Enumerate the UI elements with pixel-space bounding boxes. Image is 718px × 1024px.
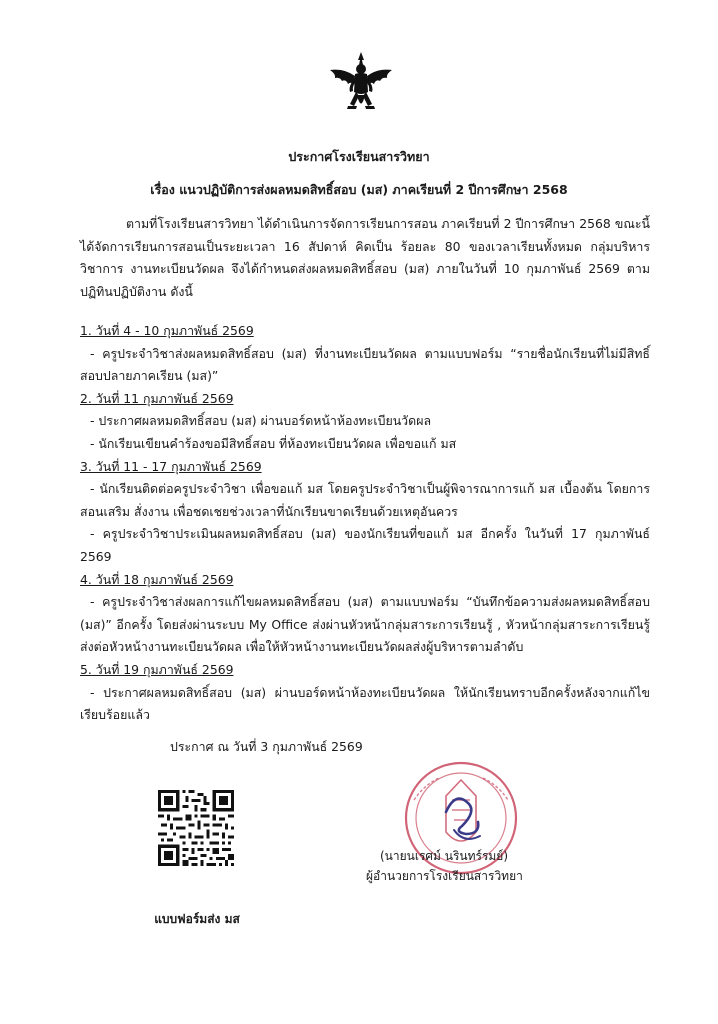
section-item: - นักเรียนเขียนคำร้องขอมีสิทธิ์สอบ ที่ห้องทะเบียนวัดผล เพื่อขอแก้ มส [90,435,457,451]
section-title: 1. วันที่ 4 - 10 กุมภาพันธ์ 2569 [80,323,254,338]
garuda-emblem-icon [326,50,396,120]
section-title: 5. วันที่ 19 กุมภาพันธ์ 2569 [80,661,234,677]
qr-code[interactable] [158,790,234,866]
section-item: - ประกาศผลหมดสิทธิ์สอบ (มส) ผ่านบอร์ดหน้าห้องทะเบียนวัดผล ให้นักเรียนทราบอีกครั้งหลังจากแก้ไขเรียบร้อยแล้ว [80,684,650,723]
intro-paragraph: ตามที่โรงเรียนสารวิทยา ได้ดำเนินการจัดการเรียนการสอน ภาคเรียนที่ 2 ปีการศึกษา 2568 ขณะนี้ได้จัดการเรียนการสอนเป็นระยะเวลา 16 สัปดาห์ คิดเป็น ร้อยละ 80 ของเวลาเรียนทั้งหมด กลุ่มบริหารวิชาการ งานทะเบียนวัดผล จึงได้กำหนดส่งผลหมดสิทธิ์สอบ (มส) ภายในวันที่ 10 กุมภาพันธ์ 2569 ตามปฏิทินปฏิบัติงาน ดังนี้ [80,216,650,299]
announcement-title: ประกาศโรงเรียนสารวิทยา [288,149,430,164]
section-item: - ประกาศผลหมดสิทธิ์สอบ (มส) ผ่านบอร์ดหน้าห้องทะเบียนวัดผล [90,413,432,429]
section-item: - ครูประจำวิชาส่งผลหมดสิทธิ์สอบ (มส) ที่งานทะเบียนวัดผล ตามแบบฟอร์ม “รายชื่อนักเรียนที่ไม่มีสิทธิ์สอบปลายภาคเรียน (มส)” [80,345,650,384]
qr-caption: แบบฟอร์มส่ง มส [154,912,240,926]
section-title: 4. วันที่ 18 กุมภาพันธ์ 2569 [80,571,234,587]
signer-name: (นายนเรศม์ นรินทร์รมย์) [380,849,509,863]
section-title: 3. วันที่ 11 - 17 กุมภาพันธ์ 2569 [80,458,262,474]
section-item: - นักเรียนติดต่อครูประจำวิชา เพื่อขอแก้ มส โดยครูประจำวิชาเป็นผู้พิจารณาการแก้ มส เบื้องต้น โดยการสอนเสริม สั่งงาน เพื่อชดเชยช่วงเวลาที่นักเรียนขาดเรียนด้วยเหตุอันควร [80,481,650,519]
schedule-list [80,320,650,727]
signer-position: ผู้อำนวยการโรงเรียนสารวิทยา [366,869,523,883]
section-item: - ครูประจำวิชาส่งผลการแก้ไขผลหมดสิทธิ์สอบ (มส) ตามแบบฟอร์ม “บันทึกข้อความส่งผลหมดสิทธิ์สอบ (มส)” อีกครั้ง โดยส่งผ่านระบบ My Office ส่งผ่านหัวหน้ากลุ่มสาระการเรียนรู้ , หัวหน้ากลุ่มสาระการเรียนรู้ส่งต่อหัวหน้างานทะเบียนวัดผล เพื่อให้หัวหน้างานทะเบียนวัดผลส่งผู้บริหารตามลำดับ [80,594,650,655]
announcement-subject: เรื่อง แนวปฏิบัติการส่งผลหมดสิทธิ์สอบ (มส) ภาคเรียนที่ 2 ปีการศึกษา 2568 [150,182,568,197]
section-item: - ครูประจำวิชาประเมินผลหมดสิทธิ์สอบ (มส) ของนักเรียนที่ขอแก้ มส อีกครั้ง ในวันที่ 17 กุมภาพันธ์ 2569 [80,526,650,564]
announcement-date: ประกาศ ณ วันที่ 3 กุมภาพันธ์ 2569 [170,739,363,754]
section-title: 2. วันที่ 11 กุมภาพันธ์ 2569 [80,390,234,406]
